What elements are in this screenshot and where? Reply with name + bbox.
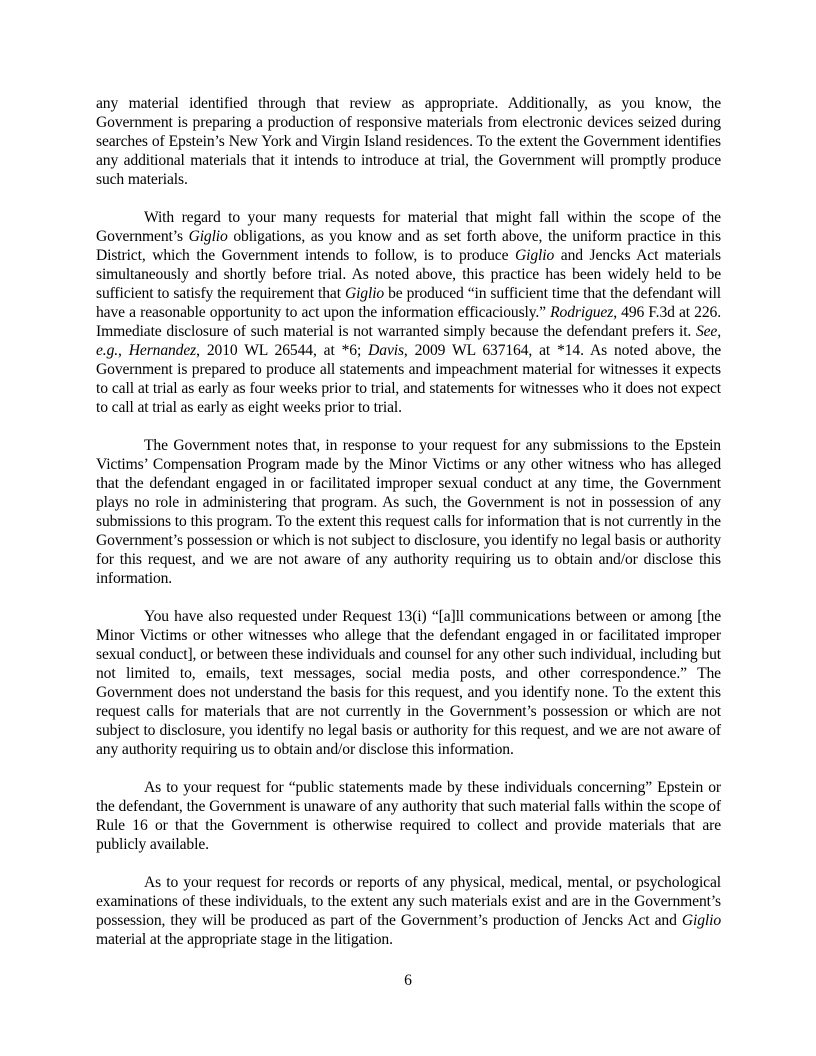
text-run: The Government notes that, in response to your request for any submissions to the Epstein Victims’ Compensation Program made by the Minor Victims or any other witness who has alleged that the defendant engaged in or facilitated improper sexual conduct at any time, the Government plays no role in administering that program. As such, the Government is not in possession of any submissions to this program. To the extent this request calls for information that is not currently in the Government’s possession or which is not subject to disclosure, you identify no legal basis or authority for this request, and we are not aware of any authority requiring us to obtain and/or disclose this information. [96, 437, 721, 587]
text-run: material at the appropriate stage in the litigation. [96, 931, 393, 948]
text-run: , 496 F.3d at 226. Immediate disclosure of such material is not warranted simply because the defendant prefers it. [96, 304, 721, 340]
italic-text: Hernandez [128, 342, 197, 359]
paragraph-2 [96, 208, 721, 417]
text-run: As to your request for “public statements made by these individuals concerning” Epstein or the defendant, the Government is unaware of any authority that such material falls within the scope of Rule 16 or that the Government is otherwise required to collect and provide materials that are publicly available. [96, 779, 721, 853]
italic-text: Giglio [344, 285, 385, 302]
text-run: , 2009 WL 637164, at *14. As noted above, the Government is prepared to produce all statements and impeachment material for witnesses it expects to call at trial as early as four weeks prior to trial, and statements for witnesses who it does not expect to call at trial as early as eight weeks prior to trial. [96, 342, 721, 416]
page-number: 6 [404, 972, 412, 989]
italic-text: See, e.g. [96, 323, 721, 359]
text-run: , [118, 342, 129, 359]
paragraph-1 [96, 94, 721, 189]
italic-text: Davis [368, 342, 404, 359]
text-run: As to your request for records or reports of any physical, medical, mental, or psychological examinations of these individuals, to the extent any such materials exist and are in the Government’s possession, they will be produced as part of the Government’s production of Jencks Act and [96, 874, 721, 929]
paragraph-3 [96, 436, 721, 588]
text-run: With regard to your many requests for material that might fall within the scope of the Government’s [96, 209, 721, 245]
italic-text: Giglio [188, 228, 228, 245]
italic-text: Rodriguez [550, 304, 614, 321]
text-run: , 2010 WL 26544, at *6; [196, 342, 369, 359]
text-run: any material identified through that review as appropriate. Additionally, as you know, the Government is preparing a production of responsive materials from electronic devices seized during searches of Epstein’s New York and Virgin Island residences. To the extent the Government identifies any additional materials that it intends to introduce at trial, the Government will promptly produce such materials. [96, 95, 721, 188]
paragraph-4 [96, 607, 721, 759]
text-run: be produced “in sufficient time that the defendant will have a reasonable opportunity to act upon the information efficaciously.” [96, 285, 721, 321]
paragraph-5 [96, 778, 721, 854]
text-run: You have also requested under Request 13(i) “[a]ll communications between or among [the Minor Victims or other witnesses who allege that the defendant engaged in or facilitated improper sexual conduct], or between these individuals and counsel for any other such individual, including but not limited to, emails, text messages, social media posts, and other correspondence.” The Government does not understand the basis for this request, and you identify none. To the extent this request calls for materials that are not currently in the Government’s possession or which are not subject to disclosure, you identify no legal basis or authority for this request, and we are not aware of any authority requiring us to obtain and/or disclose this information. [96, 608, 721, 758]
document-body [96, 94, 721, 968]
paragraph-6 [96, 873, 721, 949]
italic-text: Giglio [515, 247, 555, 264]
text-run: and Jencks Act materials simultaneously and shortly before trial. As noted above, this practice has been widely held to be sufficient to satisfy the requirement that [96, 247, 722, 302]
text-run: obligations, as you know and as set forth above, the uniform practice in this District, which the Government intends to follow, is to produce [96, 228, 721, 264]
italic-text: Giglio [681, 912, 721, 929]
